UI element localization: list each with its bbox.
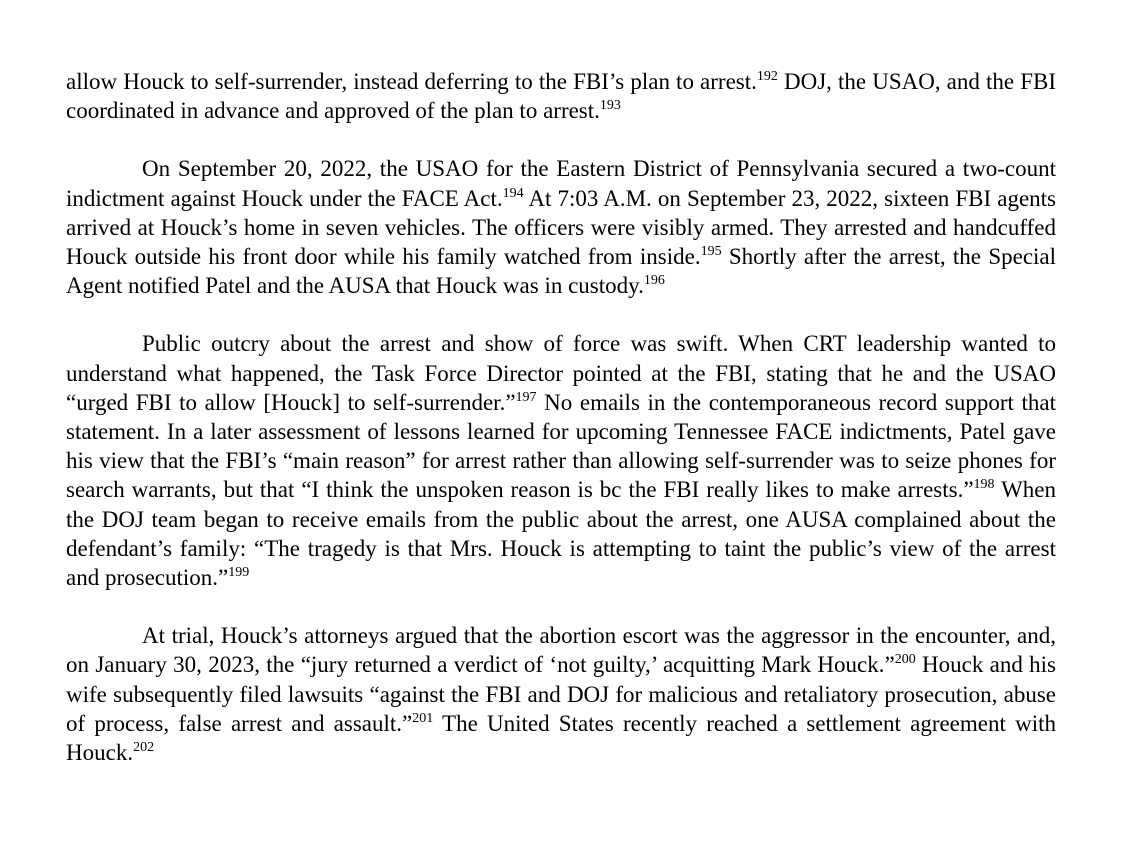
paragraph-text: allow Houck to self-surrender, instead deferring to the FBI’s plan to arrest. bbox=[66, 69, 757, 94]
footnote-ref-197: 197 bbox=[515, 389, 537, 405]
footnote-ref-199: 199 bbox=[228, 565, 250, 581]
paragraph-text: No emails in the contemporaneous record support that statement. In a later assessment of lessons learned for upcoming Tennessee FACE indictments, Patel gave his view that the FBI’s “main reason” for arrest rather than allowing self-surrender was to seize phones for search warrants, but that “I think the unspoken reason is bc the FBI really likes to make arrests.” bbox=[66, 389, 1056, 503]
paragraph-text: When the DOJ team began to receive emails from the public about the arrest, one AUSA complained about the defendant’s family: “The tragedy is that Mrs. Houck is attempting to taint the public’s view of the arrest and prosecution.” bbox=[66, 477, 1056, 591]
paragraph-1 bbox=[66, 67, 1056, 125]
paragraph-text: Public outcry about the arrest and show of force was swift. When CRT leadership wanted to understand what happened, the Task Force Director pointed at the FBI, stating that he and the USAO “urged FBI to allow [Houck] to self-surrender.” bbox=[66, 331, 1056, 415]
paragraph-text: At trial, Houck’s attorneys argued that the abortion escort was the aggressor in the encounter, and, on January 30, 2023, the “jury returned a verdict of ‘not guilty,’ acquitting Mark Houck.” bbox=[66, 623, 1056, 678]
paragraph-text: Houck and his wife subsequently filed lawsuits “against the FBI and DOJ for malicious and retaliatory prosecution, abuse of process, false arrest and assault.” bbox=[66, 652, 1057, 736]
paragraph-text: On September 20, 2022, the USAO for the Eastern District of Pennsylvania secured a two-count indictment against Houck under the FACE Act. bbox=[66, 156, 1056, 211]
paragraph-text: DOJ, the USAO, and the FBI coordinated in advance and approved of the plan to arrest. bbox=[66, 69, 1056, 124]
footnote-ref-196: 196 bbox=[643, 273, 665, 289]
footnote-ref-192: 192 bbox=[756, 69, 778, 84]
paragraph-2 bbox=[66, 154, 1056, 300]
paragraph-text: Shortly after the arrest, the Special Agent notified Patel and the AUSA that Houck was in custody. bbox=[66, 244, 1057, 299]
footnote-ref-200: 200 bbox=[894, 652, 916, 668]
footnote-ref-193: 193 bbox=[599, 98, 621, 114]
footnote-ref-195: 195 bbox=[700, 244, 722, 260]
paragraph-3 bbox=[66, 329, 1056, 592]
footnote-ref-194: 194 bbox=[502, 185, 524, 201]
footnote-ref-202: 202 bbox=[133, 740, 155, 756]
paragraph-text: The United States recently reached a settlement agreement with Houck. bbox=[66, 710, 1056, 766]
document-page bbox=[66, 67, 1056, 796]
paragraph-text: At 7:03 A.M. on September 23, 2022, sixteen FBI agents arrived at Houck’s home in seven vehicles. The officers were visibly armed. They arrested and handcuffed Houck outside his front door while his family watched from inside. bbox=[66, 185, 1056, 270]
footnote-ref-201: 201 bbox=[412, 710, 434, 726]
paragraph-4 bbox=[66, 621, 1056, 767]
footnote-ref-198: 198 bbox=[973, 477, 995, 493]
